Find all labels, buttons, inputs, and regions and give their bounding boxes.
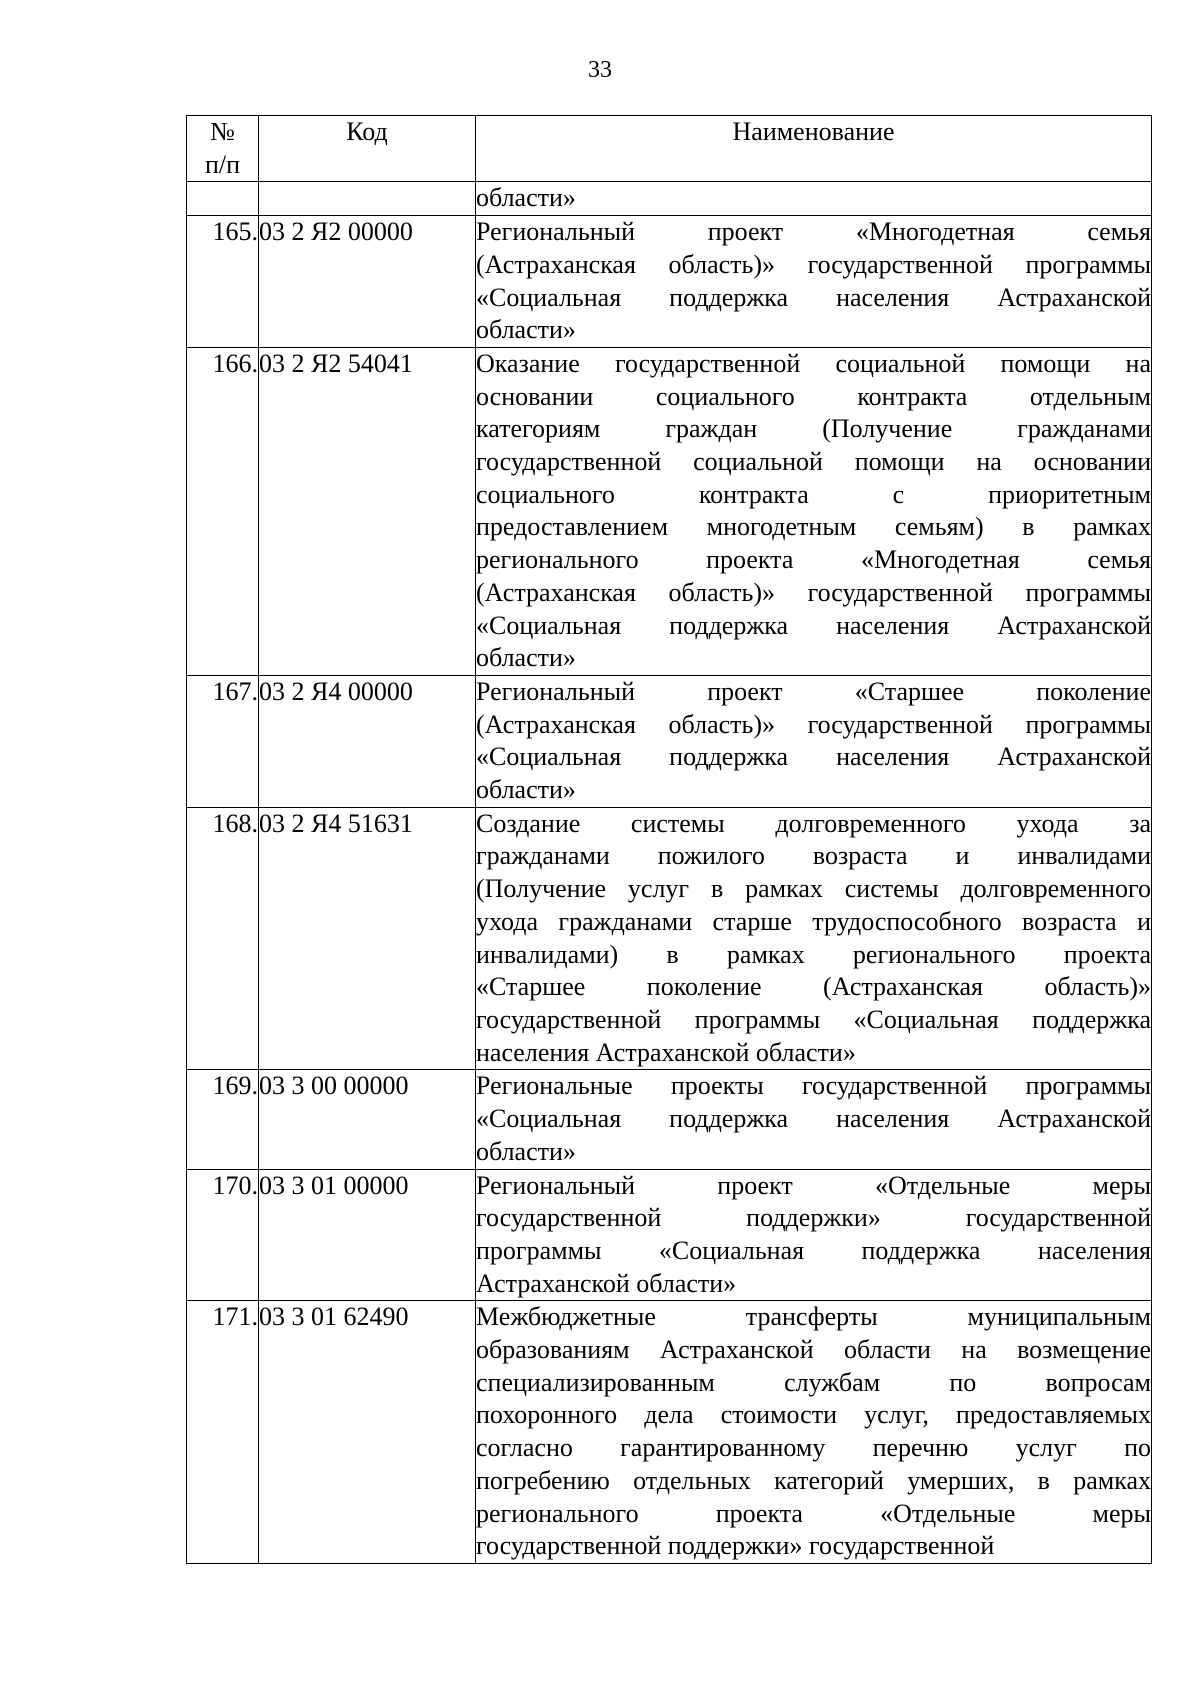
name-line: Оказание государственной социальной помощи на — [476, 348, 1151, 378]
row-name — [476, 1169, 1152, 1301]
row-code: 03 2 Я4 51631 — [259, 807, 476, 1070]
row-number: 170. — [187, 1169, 259, 1301]
row-number: 168. — [187, 807, 259, 1070]
name-line: ухода гражданами старше трудоспособного возраста и — [476, 906, 1151, 936]
header-code: Код — [259, 116, 476, 182]
row-name — [476, 347, 1152, 675]
table-row — [187, 1070, 1152, 1169]
row-code: 03 3 01 00000 — [259, 1169, 476, 1301]
row-number: 166. — [187, 347, 259, 675]
row-name — [476, 675, 1152, 807]
name-line: Региональный проект «Многодетная семья — [476, 217, 1151, 247]
row-name — [476, 1070, 1152, 1169]
name-line: похоронного дела стоимости услуг, предоставляемых — [476, 1400, 1151, 1430]
header-name: Наименование — [476, 116, 1152, 182]
row-number: 165. — [187, 216, 259, 348]
table-row — [187, 1169, 1152, 1301]
row-name — [476, 1301, 1152, 1564]
name-line: социального контракта с приоритетным — [476, 479, 1151, 509]
name-line: «Социальная поддержка населения Астраханской — [476, 610, 1151, 640]
name-line: (Астраханская область)» государственной программы — [476, 249, 1151, 279]
name-line: области» — [476, 183, 576, 213]
table-row — [187, 807, 1152, 1070]
row-code: 03 3 01 62490 — [259, 1301, 476, 1564]
codes-table — [186, 115, 1152, 1564]
row-code: 03 2 Я2 54041 — [259, 347, 476, 675]
row-number: 169. — [187, 1070, 259, 1169]
name-line: предоставлением многодетным семьям) в рамках — [476, 512, 1151, 542]
name-line: области» — [476, 315, 576, 345]
name-line: гражданами пожилого возраста и инвалидами — [476, 841, 1151, 871]
name-line: населения Астраханской области» — [476, 1037, 856, 1067]
name-line: погребению отдельных категорий умерших, в рамках — [476, 1465, 1151, 1495]
name-line: (Получение услуг в рамках системы долговременного — [476, 874, 1151, 904]
name-line: области» — [476, 1136, 576, 1166]
header-number-abbr: п/п — [204, 149, 241, 179]
name-line: инвалидами) в рамках регионального проекта — [476, 939, 1151, 969]
row-code: 03 2 Я2 00000 — [259, 216, 476, 348]
name-line: «Социальная поддержка населения Астраханской — [476, 282, 1151, 312]
header-number — [187, 116, 259, 182]
header-number-symbol: № — [210, 117, 235, 146]
name-line: Межбюджетные трансферты муниципальным — [476, 1302, 1151, 1332]
name-line: регионального проекта «Многодетная семья — [476, 545, 1151, 575]
continuation-code-cell — [259, 182, 476, 216]
name-line: области» — [476, 775, 576, 805]
table-row — [187, 675, 1152, 807]
name-line: Региональные проекты государственной программы — [476, 1071, 1151, 1101]
name-line: специализированным службам по вопросам — [476, 1367, 1151, 1397]
page-number: 33 — [588, 57, 612, 83]
name-line: (Астраханская область)» государственной программы — [476, 709, 1151, 739]
name-line: основании социального контракта отдельным — [476, 381, 1151, 411]
continuation-row — [187, 182, 1152, 216]
continuation-name-cell — [476, 182, 1152, 216]
name-line: Астраханской области» — [476, 1268, 737, 1298]
row-name — [476, 216, 1152, 348]
name-line: «Социальная поддержка населения Астраханской — [476, 742, 1151, 772]
name-line: государственной поддержки» государственной — [476, 1531, 995, 1561]
name-line: «Старшее поколение (Астраханская область)» — [476, 972, 1151, 1002]
name-line: области» — [476, 643, 576, 673]
table-row — [187, 216, 1152, 348]
name-line: регионального проекта «Отдельные меры — [476, 1498, 1151, 1528]
name-line: государственной программы «Социальная поддержка — [476, 1004, 1151, 1034]
row-code: 03 2 Я4 00000 — [259, 675, 476, 807]
name-line: (Астраханская область)» государственной программы — [476, 577, 1151, 607]
continuation-num-cell — [187, 182, 259, 216]
name-line: категориям граждан (Получение гражданами — [476, 414, 1151, 444]
name-line: согласно гарантированному перечню услуг по — [476, 1433, 1151, 1463]
name-line: государственной социальной помощи на основании — [476, 447, 1151, 477]
row-name — [476, 807, 1152, 1070]
name-line: «Социальная поддержка населения Астраханской — [476, 1104, 1151, 1134]
table-row — [187, 1301, 1152, 1564]
name-line: Создание системы долговременного ухода за — [476, 808, 1151, 838]
table-header-row — [187, 116, 1152, 182]
row-number: 171. — [187, 1301, 259, 1564]
row-code: 03 3 00 00000 — [259, 1070, 476, 1169]
name-line: Региональный проект «Отдельные меры — [476, 1170, 1151, 1200]
name-line: программы «Социальная поддержка населения — [476, 1235, 1151, 1265]
table-body — [187, 182, 1152, 1564]
name-line: Региональный проект «Старшее поколение — [476, 676, 1151, 706]
row-number: 167. — [187, 675, 259, 807]
table-row — [187, 347, 1152, 675]
name-line: государственной поддержки» государственной — [476, 1203, 1151, 1233]
name-line: образованиям Астраханской области на возмещение — [476, 1335, 1151, 1365]
